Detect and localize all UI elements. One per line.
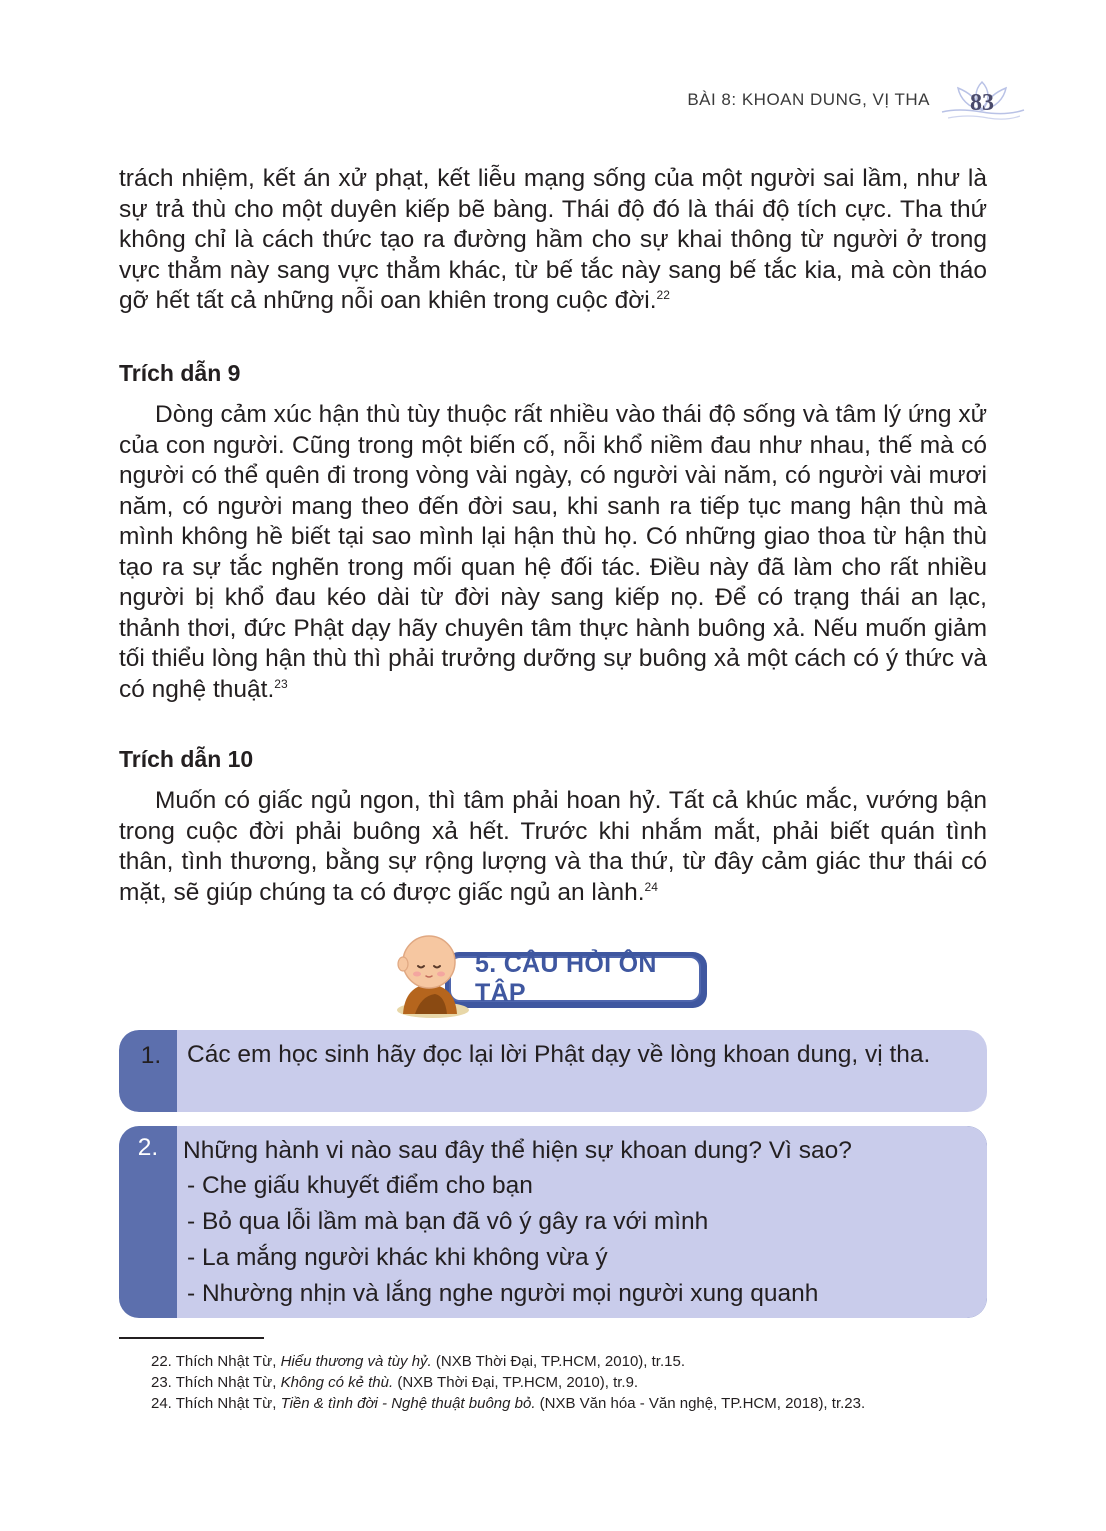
footnote-24	[119, 1394, 987, 1413]
question-2-number: 2.	[137, 1134, 159, 1161]
quote-10-heading: Trích dẫn 10	[119, 746, 254, 772]
footnote-divider	[119, 1337, 264, 1339]
question-1-card	[119, 1030, 987, 1112]
footnote-24-title: Tiền & tình đời - Nghệ thuật buông bỏ.	[280, 1395, 536, 1412]
footnote-23-prefix: 23. Thích Nhật Từ,	[151, 1374, 281, 1391]
banner-label-box	[449, 950, 701, 1007]
quote-9-text: Dòng cảm xúc hận thù tùy thuộc rất nhiều vào thái độ sống và tâm lý ứng xử của con người. Cũng trong một biến cố, nỗi khổ niềm đau như nhau, thế mà có người có thể quên đi trong vòng vài ngày, có người vài năm, có người vài mươi năm, có người mang theo đến đời sau, khi sanh ra tiếp tục mang hận thù mà mình không hề biết tại sao mình lại hận thù họ. Có những giao thoa từ hận thù tạo ra sự tắc nghẽn trong mối quan hệ đối tác. Điều này đã làm cho rất nhiều người bị khổ đau kéo dài từ đời này sang kiếp nọ. Để có trạng thái an lạc, thảnh thơi, đức Phật dạy hãy chuyên tâm thực hành buông xả. Nếu muốn giảm tối thiểu lòng hận thù thì phải trưởng dưỡng sự buông xả một cách có ý thức và có nghệ thuật.	[119, 401, 987, 703]
intro-text: trách nhiệm, kết án xử phạt, kết liễu mạng sống của một người sai lầm, như là sự trả thù cho một duyên kiếp bẽ bàng. Thái độ đó là thái độ tích cực. Tha thứ không chỉ là cách thức tạo ra đường hầm cho sự khai thông từ người ở trong vực thẳm này sang vực thẳm khác, từ bế tắc này sang bế tắc kia, mà còn tháo gỡ hết tất cả những nỗi oan khiên trong cuộc đời.	[119, 165, 987, 314]
question-2-option-2: - Bỏ qua lỗi lầm mà bạn đã vô ý gây ra với mình	[187, 1208, 709, 1235]
footnote-23-title: Không có kẻ thù.	[280, 1374, 394, 1391]
footnote-22	[119, 1352, 987, 1371]
footnote-ref-24[interactable]: 24	[644, 879, 658, 894]
footnote-24-suffix: (NXB Văn hóa - Văn nghệ, TP.HCM, 2018), tr.23.	[535, 1395, 866, 1412]
quote-10-text: Muốn có giấc ngủ ngon, thì tâm phải hoan hỷ. Tất cả khúc mắc, vướng bận trong cuộc đời phải buông xả hết. Trước khi nhắm mắt, phải biết quán tình thân, tình thương, bằng sự rộng lượng và tha thứ, từ đây cảm giác thư thái có mặt, sẽ giúp chúng ta có được giấc ngủ an lành.	[119, 787, 987, 906]
footnote-22-title: Hiểu thương và tùy hỷ.	[280, 1353, 432, 1370]
quote-9-paragraph	[119, 400, 987, 705]
monk-mascot-icon	[385, 930, 475, 1020]
page-header	[687, 78, 1026, 122]
question-2-option-1: - Che giấu khuyết điểm cho bạn	[187, 1172, 533, 1199]
footnote-23	[119, 1373, 987, 1392]
footnote-ref-22[interactable]: 22	[656, 287, 670, 302]
footnote-22-prefix: 22. Thích Nhật Từ,	[151, 1353, 281, 1370]
footnote-ref-23[interactable]: 23	[274, 676, 288, 691]
question-1-text: Các em học sinh hãy đọc lại lời Phật dạy về lòng khoan dung, vị tha.	[187, 1041, 931, 1068]
section-title: 5. CÂU HỎI ÔN TẬP	[475, 950, 657, 1007]
question-2-option-4: - Nhường nhịn và lắng nghe người mọi người xung quanh	[187, 1280, 819, 1307]
footnote-22-suffix: (NXB Thời Đại, TP.HCM, 2010), tr.15.	[431, 1353, 685, 1370]
intro-paragraph	[119, 164, 987, 317]
page-number-badge	[938, 78, 1026, 122]
quote-9-heading: Trích dẫn 9	[119, 360, 241, 386]
chapter-title: BÀI 8: KHOAN DUNG, VỊ THA	[687, 90, 930, 109]
question-2-option-3: - La mắng người khác khi không vừa ý	[187, 1244, 608, 1271]
question-2-text: Những hành vi nào sau đây thể hiện sự khoan dung? Vì sao?	[183, 1137, 852, 1164]
quote-10-paragraph	[119, 786, 987, 908]
section-banner	[385, 930, 725, 1020]
page-number: 83	[970, 90, 994, 116]
question-1-number: 1.	[140, 1042, 162, 1069]
question-2-card	[119, 1126, 987, 1318]
footnote-24-prefix: 24. Thích Nhật Từ,	[151, 1395, 281, 1412]
footnote-23-suffix: (NXB Thời Đại, TP.HCM, 2010), tr.9.	[393, 1374, 639, 1391]
